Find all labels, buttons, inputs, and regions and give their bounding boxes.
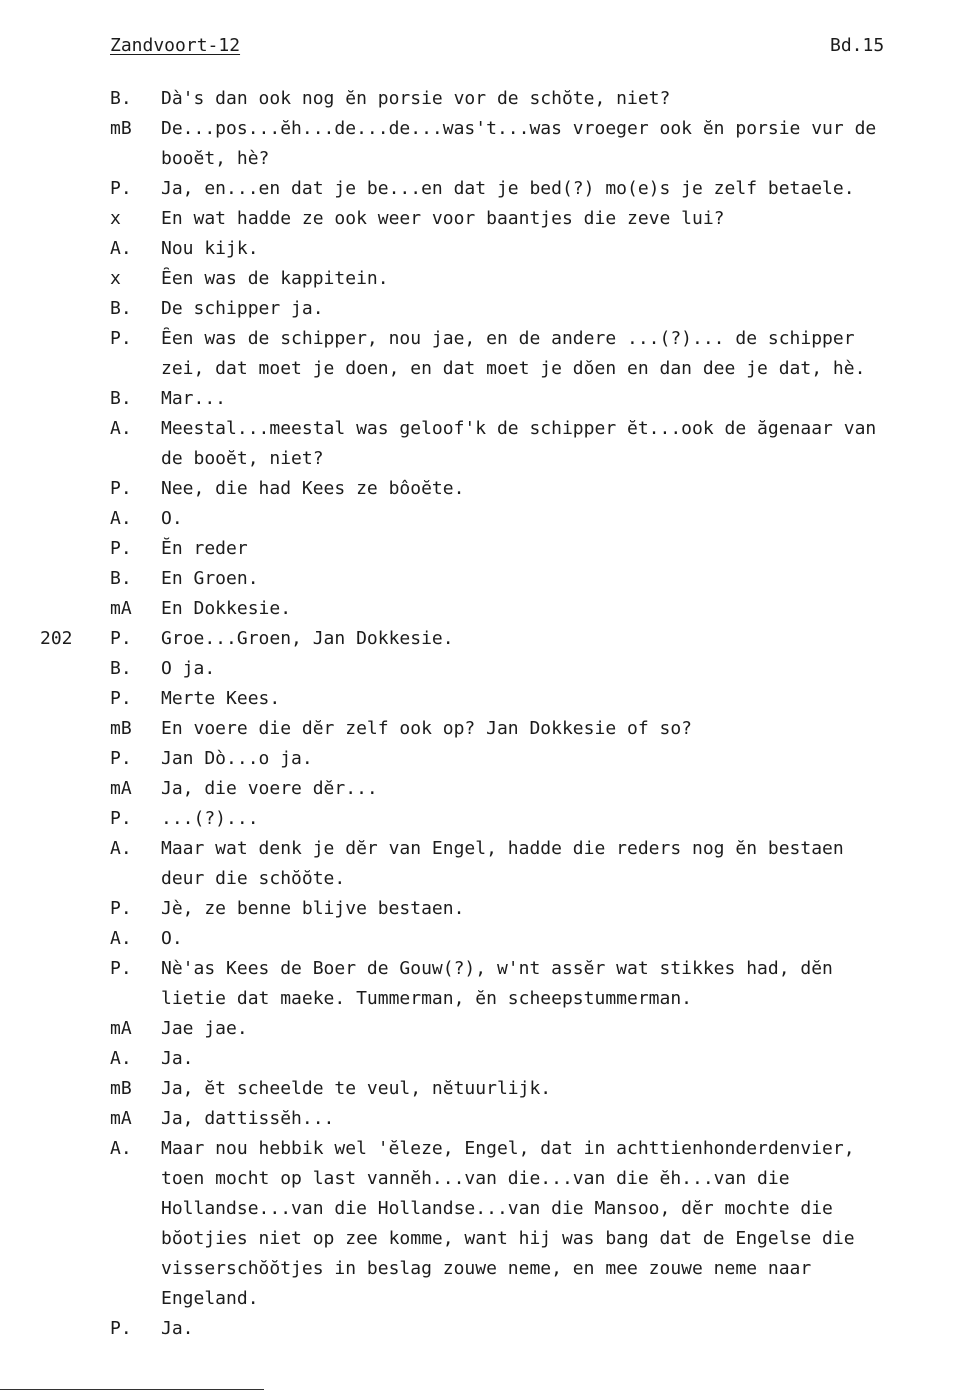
line-text: En voere die dĕr zelf ook op? Jan Dokkesie of so?: [161, 718, 693, 739]
transcript-line: [0, 624, 979, 654]
transcript-line: [0, 774, 979, 804]
line-text: Merte Kees.: [161, 688, 281, 709]
speaker-label: P.: [110, 958, 132, 979]
transcript-line: [0, 834, 979, 864]
line-text: Mar...: [161, 388, 227, 409]
speaker-label: mA: [110, 598, 132, 619]
transcript-line: [0, 1164, 979, 1194]
speaker-label: x: [110, 208, 121, 229]
line-text: deur die schŏŏte.: [161, 868, 346, 889]
transcript-line: [0, 1284, 979, 1314]
speaker-label: A.: [110, 928, 132, 949]
speaker-label: P.: [110, 628, 132, 649]
speaker-label: B.: [110, 388, 132, 409]
speaker-label: P.: [110, 478, 132, 499]
line-text: de booĕt, niet?: [161, 448, 324, 469]
line-text: Maar wat denk je dĕr van Engel, hadde die reders nog ĕn bestaen: [161, 838, 844, 859]
transcript-line: [0, 474, 979, 504]
transcript-line: [0, 324, 979, 354]
transcript-line: [0, 1134, 979, 1164]
line-text: En Dokkesie.: [161, 598, 292, 619]
transcript-line: [0, 234, 979, 264]
speaker-label: A.: [110, 238, 132, 259]
line-text: Nee, die had Kees ze bôoĕte.: [161, 478, 465, 499]
transcript-line: [0, 954, 979, 984]
transcript-line: [0, 414, 979, 444]
speaker-label: A.: [110, 508, 132, 529]
transcript-line: [0, 384, 979, 414]
speaker-label: A.: [110, 838, 132, 859]
line-text: booĕt, hè?: [161, 148, 270, 169]
line-text: Ȇen was de kappitein.: [161, 268, 389, 289]
line-text: zei, dat moet je doen, en dat moet je dŏen en dan dee je dat, hè.: [161, 358, 866, 379]
transcript-line: [0, 984, 979, 1014]
line-text: Ja, dattissĕh...: [161, 1108, 335, 1129]
transcript-line: [0, 204, 979, 234]
transcript-line: [0, 804, 979, 834]
speaker-label: mB: [110, 718, 132, 739]
transcript-line: [0, 1224, 979, 1254]
transcript-line: [0, 114, 979, 144]
speaker-label: P.: [110, 808, 132, 829]
transcript-line: [0, 444, 979, 474]
transcript-line: [0, 1314, 979, 1344]
speaker-label: B.: [110, 298, 132, 319]
transcript-line: [0, 684, 979, 714]
line-text: O.: [161, 508, 183, 529]
speaker-label: P.: [110, 1318, 132, 1339]
line-text: lietie dat maeke. Tummerman, ĕn scheepstummerman.: [161, 988, 693, 1009]
line-text: visserschŏŏtjes in beslag zouwe neme, en mee zouwe neme naar: [161, 1258, 812, 1279]
transcript-line: [0, 594, 979, 624]
line-text: ...(?)...: [161, 808, 259, 829]
transcript-line: [0, 1104, 979, 1134]
line-text: Jae jae.: [161, 1018, 248, 1039]
line-text: Groe...Groen, Jan Dokkesie.: [161, 628, 454, 649]
transcript-line: [0, 264, 979, 294]
transcript-line: [0, 924, 979, 954]
transcript-line: [0, 174, 979, 204]
transcript-line: [0, 504, 979, 534]
speaker-label: mB: [110, 1078, 132, 1099]
line-text: Jè, ze benne blijve bestaen.: [161, 898, 465, 919]
line-text: toen mocht op last vannĕh...van die...van die ĕh...van die: [161, 1168, 790, 1189]
transcript-line: [0, 564, 979, 594]
line-text: Dà's dan ook nog ĕn porsie vor de schŏte, niet?: [161, 88, 671, 109]
line-text: En wat hadde ze ook weer voor baantjes die zeve lui?: [161, 208, 725, 229]
line-text: Ja, die voere dĕr...: [161, 778, 378, 799]
line-text: Maar nou hebbik wel 'ĕleze, Engel, dat in achttienhonderdenvier,: [161, 1138, 855, 1159]
speaker-label: mA: [110, 1108, 132, 1129]
transcript-line: [0, 654, 979, 684]
line-text: Ja.: [161, 1318, 194, 1339]
line-text: O ja.: [161, 658, 216, 679]
transcript-line: [0, 294, 979, 324]
line-text: De...pos...ĕh...de...de...was't...was vroeger ook ĕn porsie vur de: [161, 118, 877, 139]
speaker-label: mA: [110, 778, 132, 799]
line-text: De schipper ja.: [161, 298, 324, 319]
speaker-label: A.: [110, 1138, 132, 1159]
line-text: bŏotjies niet op zee komme, want hij was bang dat de Engelse die: [161, 1228, 855, 1249]
line-text: En Groen.: [161, 568, 259, 589]
speaker-label: B.: [110, 88, 132, 109]
speaker-label: A.: [110, 418, 132, 439]
speaker-label: P.: [110, 898, 132, 919]
transcript-line: [0, 534, 979, 564]
speaker-label: x: [110, 268, 121, 289]
speaker-label: P.: [110, 748, 132, 769]
line-text: Ȇen was de schipper, nou jae, en de andere ...(?)... de schipper: [161, 328, 855, 349]
transcript-line: [0, 1194, 979, 1224]
transcript-line: [0, 144, 979, 174]
footer-rule: [0, 1389, 264, 1390]
transcript-line: [0, 894, 979, 924]
document-title: Zandvoort-12: [110, 35, 241, 56]
speaker-label: A.: [110, 1048, 132, 1069]
transcript-line: [0, 1044, 979, 1074]
transcript-line: [0, 744, 979, 774]
line-text: Nou kijk.: [161, 238, 259, 259]
line-text: Ja, en...en dat je be...en dat je bed(?) mo(e)s je zelf betaele.: [161, 178, 855, 199]
page-number: Bd.15: [830, 35, 885, 56]
transcript-line: [0, 714, 979, 744]
line-text: Meestal...meestal was geloof'k de schipper ĕt...ook de ăgenaar van: [161, 418, 877, 439]
speaker-label: P.: [110, 538, 132, 559]
line-text: Nè'as Kees de Boer de Gouw(?), w'nt assĕr wat stikkes had, dĕn: [161, 958, 833, 979]
transcript-line: [0, 1014, 979, 1044]
speaker-label: B.: [110, 568, 132, 589]
line-text: Ja, ĕt scheelde te veul, nĕtuurlijk.: [161, 1078, 552, 1099]
transcript-line: [0, 84, 979, 114]
speaker-label: B.: [110, 658, 132, 679]
line-text: Ĕn reder: [161, 538, 248, 559]
speaker-label: P.: [110, 328, 132, 349]
speaker-label: P.: [110, 178, 132, 199]
speaker-label: P.: [110, 688, 132, 709]
transcript-body: [0, 84, 979, 1344]
line-text: O.: [161, 928, 183, 949]
transcript-line: [0, 864, 979, 894]
speaker-label: mB: [110, 118, 132, 139]
transcript-line: [0, 1254, 979, 1284]
margin-number: 202: [40, 628, 73, 649]
line-text: Hollandse...van die Hollandse...van die Mansoo, dĕr mochte die: [161, 1198, 833, 1219]
transcript-line: [0, 1074, 979, 1104]
transcript-line: [0, 354, 979, 384]
line-text: Engeland.: [161, 1288, 259, 1309]
line-text: Ja.: [161, 1048, 194, 1069]
line-text: Jan Dò...o ja.: [161, 748, 313, 769]
speaker-label: mA: [110, 1018, 132, 1039]
